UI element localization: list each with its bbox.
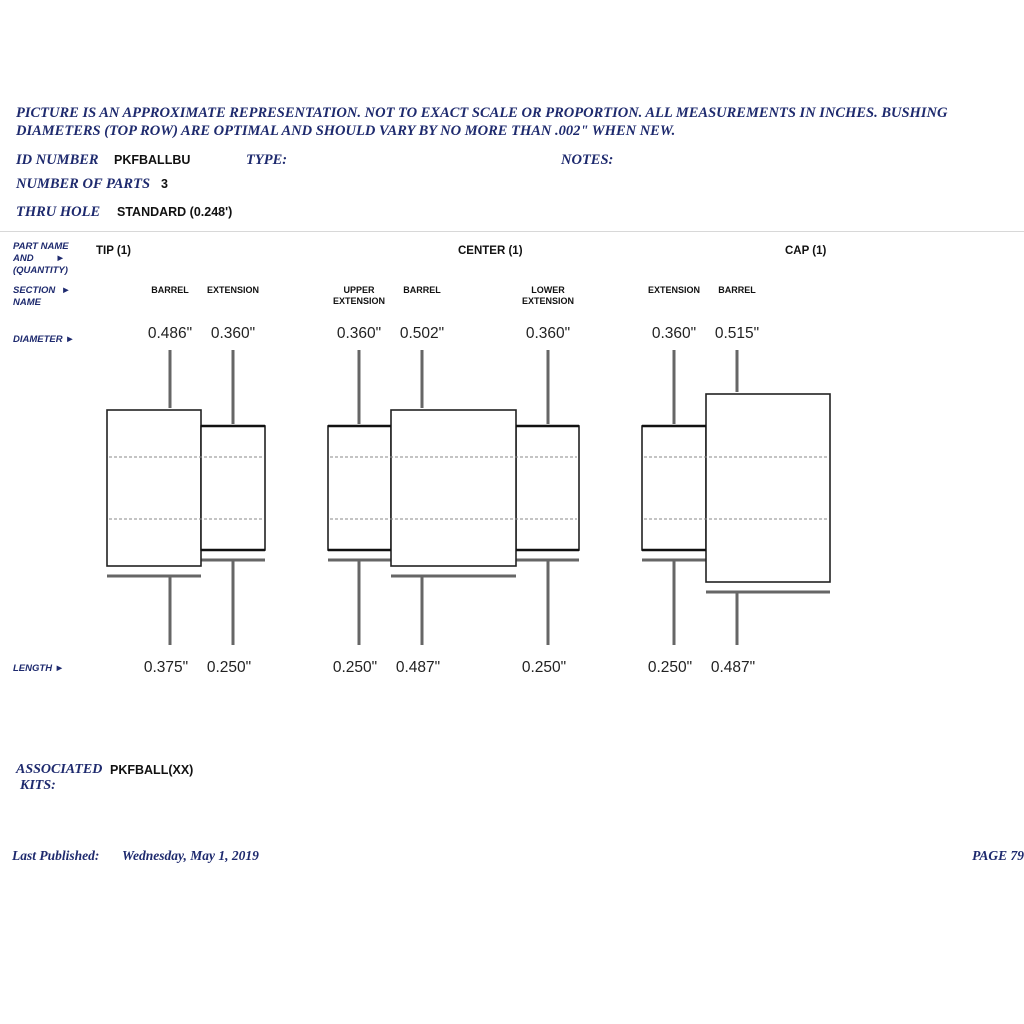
parts-count-value: 3 xyxy=(161,177,168,191)
center-lower-extension-shape xyxy=(516,426,579,550)
diameter-row-label: DIAMETER ► xyxy=(13,334,75,345)
page-number: PAGE 79 xyxy=(972,848,1024,863)
id-number-value: PKFBALLBU xyxy=(114,153,191,167)
cap-extension-shape xyxy=(642,426,706,550)
length-cap-extension: 0.250" xyxy=(647,659,693,676)
length-center-barrel: 0.487" xyxy=(395,659,441,676)
length-center-lower-extension: 0.250" xyxy=(521,659,567,676)
last-published-date: Wednesday, May 1, 2019 xyxy=(122,848,259,863)
length-row-label: LENGTH ► xyxy=(13,663,65,674)
arrow-right-icon: ► xyxy=(61,285,71,296)
diameter-center-lower-extension: 0.360" xyxy=(525,325,571,342)
notes-label: NOTES: xyxy=(561,152,614,168)
associated-kits-value: PKFBALL(XX) xyxy=(110,763,194,777)
section-name-line1: EXTENSION xyxy=(206,285,260,295)
diameter-cap-barrel: 0.515" xyxy=(714,325,760,342)
part-name-center: CENTER (1) xyxy=(458,245,523,257)
center-upper-extension-shape xyxy=(328,426,391,550)
part-name-cap: CAP (1) xyxy=(785,245,827,257)
section-name-line1: EXTENSION xyxy=(647,285,701,295)
tip-barrel-shape xyxy=(107,410,201,566)
center-barrel-shape xyxy=(391,410,516,566)
associated-kits-label-line2: KITS: xyxy=(20,778,56,793)
diameter-tip-barrel: 0.486" xyxy=(147,325,193,342)
section-name-line1: BARREL xyxy=(151,285,189,295)
length-cap-barrel: 0.487" xyxy=(710,659,756,676)
section-name-line2: EXTENSION xyxy=(521,296,575,306)
diameter-cap-extension: 0.360" xyxy=(651,325,697,342)
length-tip-barrel: 0.375" xyxy=(143,659,189,676)
diameter-center-upper-extension: 0.360" xyxy=(336,325,382,342)
associated-kits-label-line1: ASSOCIATED xyxy=(16,762,103,777)
part-name-tip: TIP (1) xyxy=(96,245,131,257)
thru-hole-value: STANDARD (0.248') xyxy=(117,205,233,219)
arrow-right-icon: ► xyxy=(55,253,65,264)
part-name-label-and: AND xyxy=(13,253,34,264)
last-published-label: Last Published: xyxy=(12,848,100,863)
type-label: TYPE: xyxy=(246,152,288,168)
tip-extension-shape xyxy=(201,426,265,550)
section-name-line1: LOWER xyxy=(531,285,565,295)
section-label-line2: NAME xyxy=(13,297,41,308)
part-name-label-line1: PART NAME xyxy=(13,241,69,252)
section-name-line1: BARREL xyxy=(718,285,756,295)
id-number-label: ID NUMBER xyxy=(16,152,99,168)
length-tip-extension: 0.250" xyxy=(206,659,252,676)
section-label-text: SECTION xyxy=(13,285,56,296)
diameter-center-barrel: 0.502" xyxy=(399,325,445,342)
length-center-upper-extension: 0.250" xyxy=(332,659,378,676)
cap-barrel-shape xyxy=(706,394,830,582)
thru-hole-label: THRU HOLE xyxy=(16,204,101,220)
disclaimer-text: PICTURE IS AN APPROXIMATE REPRESENTATION. NOT TO EXACT SCALE OR PROPORTION. ALL MEASUREMENTS IN INCHES. BUSHING DIAMETERS (TOP ROW) ARE OPTIMAL AND SHOULD VARY BY NO MORE THAN .002" WHEN NEW. xyxy=(16,105,948,139)
section-name-line1: BARREL xyxy=(403,285,441,295)
section-name-line1: UPPER xyxy=(343,285,375,295)
associated-kits-label xyxy=(16,762,102,794)
parts-count-label: NUMBER OF PARTS xyxy=(16,176,151,192)
part-name-label-line3: (QUANTITY) xyxy=(13,265,68,276)
diameter-tip-extension: 0.360" xyxy=(210,325,256,342)
section-name-line2: EXTENSION xyxy=(332,296,386,306)
